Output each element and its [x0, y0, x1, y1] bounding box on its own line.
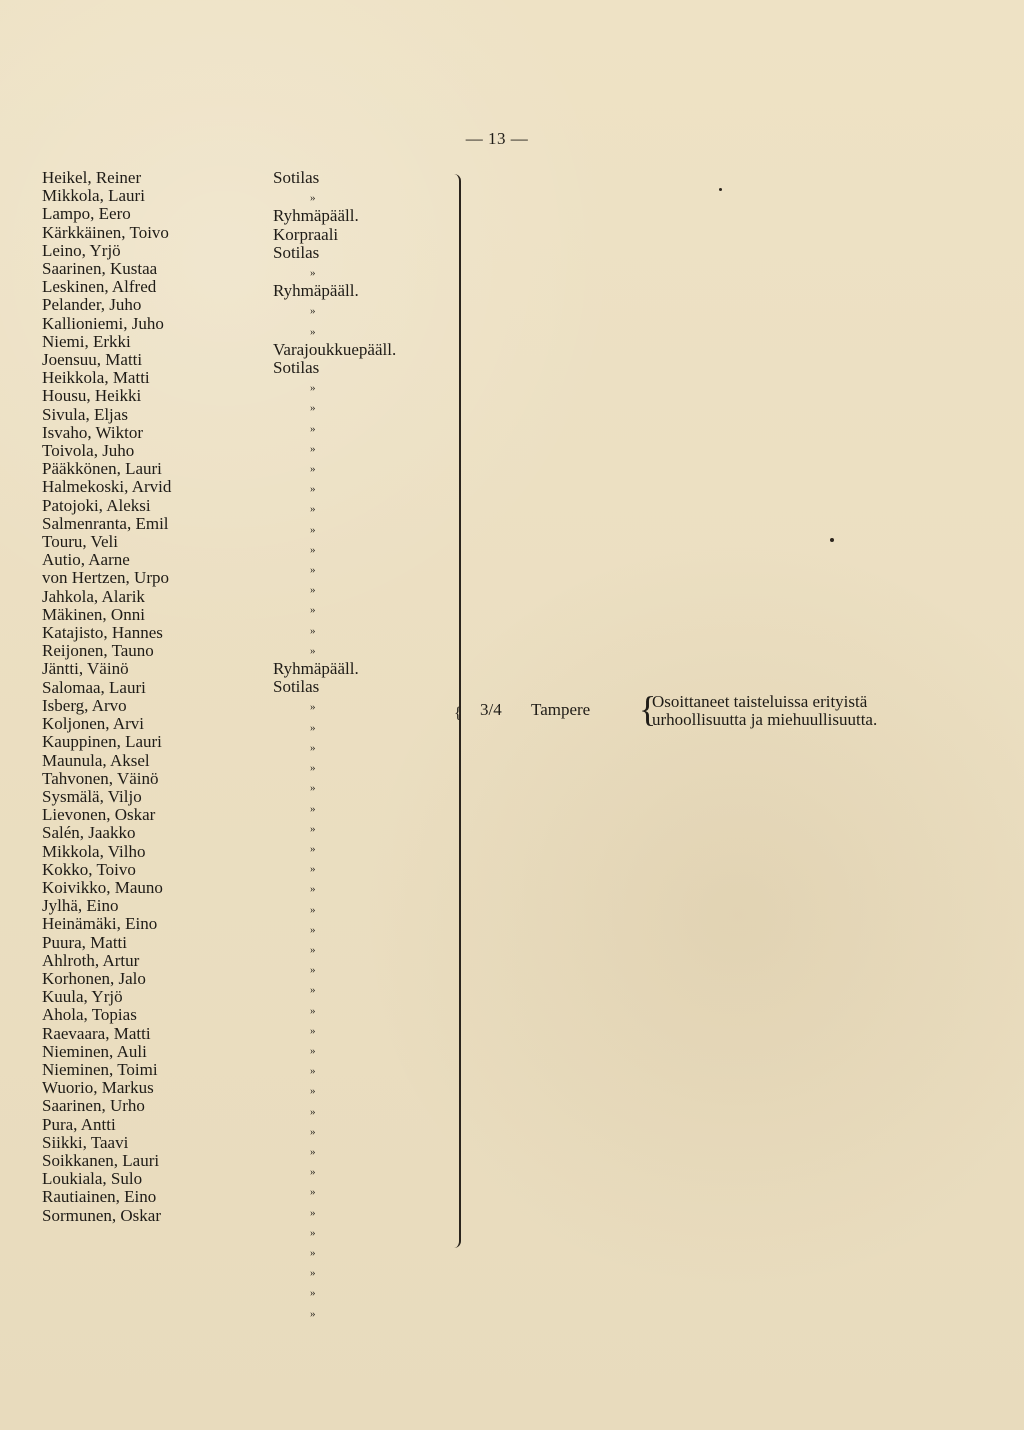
ditto-mark: »: [310, 422, 316, 435]
person-rank: [273, 539, 443, 559]
person-rank: [273, 1000, 443, 1020]
ditto-mark: »: [310, 1085, 316, 1098]
ditto-mark: »: [310, 402, 316, 415]
person-rank: [273, 1202, 443, 1222]
person-rank: Sotilas: [273, 242, 320, 262]
person-name: Nieminen, Auli: [42, 1041, 147, 1061]
ditto-mark: »: [310, 644, 316, 657]
person-name: Kallioniemi, Juho: [42, 313, 164, 333]
ditto-mark: »: [310, 1267, 316, 1280]
person-rank: [273, 640, 443, 660]
person-name: Koljonen, Arvi: [42, 714, 144, 734]
ditto-mark: »: [310, 325, 316, 338]
person-name: Sivula, Eljas: [42, 404, 128, 424]
person-rank: [273, 1181, 443, 1201]
ditto-mark: »: [310, 463, 316, 476]
ditto-mark: »: [310, 1226, 316, 1239]
reason-line-2: urhoollisuutta ja miehuullisuutta.: [652, 710, 878, 729]
person-name: Toivola, Juho: [42, 441, 135, 461]
person-rank: [273, 498, 443, 518]
ditto-mark: »: [310, 1065, 316, 1078]
person-name: Isvaho, Wiktor: [42, 422, 143, 442]
person-name: Saarinen, Urho: [42, 1096, 145, 1116]
ditto-mark: »: [310, 1125, 316, 1138]
ditto-mark: »: [310, 1246, 316, 1259]
person-name: Isberg, Arvo: [42, 695, 127, 715]
person-name: Heikkola, Matti: [42, 368, 150, 388]
person-rank: [273, 397, 443, 417]
person-name: Koivikko, Mauno: [42, 877, 163, 897]
person-rank: [273, 1080, 443, 1100]
reason-text: [652, 693, 932, 729]
ditto-mark: »: [310, 762, 316, 775]
person-rank: [273, 1242, 443, 1262]
person-rank: [273, 777, 443, 797]
ditto-mark: »: [310, 442, 316, 455]
person-name: Maunula, Aksel: [42, 750, 150, 770]
ditto-mark: »: [310, 624, 316, 637]
person-name: Mikkola, Lauri: [42, 186, 145, 206]
person-rank: [273, 959, 443, 979]
person-name: Soikkanen, Lauri: [42, 1150, 160, 1170]
person-name: Wuorio, Markus: [42, 1078, 154, 1098]
person-name: Pelander, Juho: [42, 295, 142, 315]
person-rank: [273, 1040, 443, 1060]
person-name: Raevaara, Matti: [42, 1023, 151, 1043]
person-rank: [273, 559, 443, 579]
person-rank: [273, 418, 443, 438]
ditto-mark: »: [310, 863, 316, 876]
person-rank: [273, 1121, 443, 1141]
person-name: Tahvonen, Väinö: [42, 768, 159, 788]
ditto-mark: »: [310, 822, 316, 835]
person-name: Pura, Antti: [42, 1114, 116, 1134]
person-name: Puura, Matti: [42, 932, 127, 952]
person-rank: Sotilas: [273, 168, 320, 187]
person-rank: Ryhmäpääll.: [273, 206, 359, 226]
ditto-mark: »: [310, 842, 316, 855]
person-name: Reijonen, Tauno: [42, 641, 154, 661]
person-rank: [273, 737, 443, 757]
person-name: Niemi, Erkki: [42, 331, 131, 351]
person-name: Patojoki, Aleksi: [42, 495, 151, 515]
ditto-mark: »: [310, 192, 316, 205]
ditto-mark: »: [310, 943, 316, 956]
person-name: Kokko, Toivo: [42, 859, 136, 879]
person-name: Ahola, Topias: [42, 1005, 137, 1025]
person-rank: [273, 458, 443, 478]
person-rank: [273, 187, 443, 207]
person-rank: [273, 717, 443, 737]
person-name: Salmenranta, Emil: [42, 513, 169, 533]
person-name: Housu, Heikki: [42, 386, 142, 406]
person-rank: [273, 1020, 443, 1040]
person-name: Jäntti, Väinö: [42, 659, 129, 679]
person-rank: [273, 579, 443, 599]
paper-speck: [719, 188, 722, 191]
person-name: Leskinen, Alfred: [42, 277, 157, 297]
person-rank: [273, 1141, 443, 1161]
ditto-mark: »: [310, 802, 316, 815]
ditto-mark: »: [310, 267, 316, 280]
bracket-tick: {: [454, 705, 462, 722]
person-name: Mäkinen, Onni: [42, 604, 145, 624]
person-name: Rautiainen, Eino: [42, 1187, 157, 1207]
ditto-mark: »: [310, 503, 316, 516]
person-name: Jylhä, Eino: [42, 896, 119, 916]
person-rank: [273, 919, 443, 939]
person-rank: [273, 321, 443, 341]
person-name: Katajisto, Hannes: [42, 623, 163, 643]
ditto-mark: »: [310, 1105, 316, 1118]
ditto-mark: »: [310, 1307, 316, 1320]
person-rank: [273, 696, 443, 716]
person-name: Salomaa, Lauri: [42, 677, 146, 697]
person-rank: [273, 899, 443, 919]
person-name: Kauppinen, Lauri: [42, 732, 162, 752]
ditto-mark: »: [310, 1287, 316, 1300]
rank-list: [273, 169, 443, 1323]
person-rank: [273, 838, 443, 858]
person-name: Sysmälä, Viljo: [42, 786, 142, 806]
person-rank: Sotilas: [273, 677, 320, 697]
page-number: — 13 —: [465, 129, 529, 148]
person-rank: [273, 878, 443, 898]
person-name: Lievonen, Oskar: [42, 805, 156, 825]
person-rank: [273, 757, 443, 777]
person-rank: [273, 300, 443, 320]
ditto-mark: »: [310, 1004, 316, 1017]
person-name: Korhonen, Jalo: [42, 968, 146, 988]
ditto-mark: »: [310, 523, 316, 536]
ditto-mark: »: [310, 923, 316, 936]
person-name: Nieminen, Toimi: [42, 1059, 158, 1079]
person-rank: [273, 1060, 443, 1080]
person-rank: [273, 1303, 443, 1323]
person-rank: [273, 599, 443, 619]
ditto-mark: »: [310, 1206, 316, 1219]
ditto-mark: »: [310, 1024, 316, 1037]
ditto-mark: »: [310, 483, 316, 496]
ditto-mark: »: [310, 305, 316, 318]
person-name: Kuula, Yrjö: [42, 987, 123, 1007]
person-rank: [273, 818, 443, 838]
person-name: Touru, Veli: [42, 532, 118, 552]
person-rank: [273, 478, 443, 498]
reason-line-1: Osoittaneet taisteluissa erityistä: [652, 692, 868, 711]
ditto-mark: »: [310, 543, 316, 556]
person-rank: [273, 939, 443, 959]
paper-speck: [830, 538, 834, 542]
person-name: Kärkkäinen, Toivo: [42, 222, 169, 242]
person-rank: [273, 620, 443, 640]
ditto-mark: »: [310, 984, 316, 997]
ditto-mark: »: [310, 741, 316, 754]
ditto-mark: »: [310, 382, 316, 395]
ditto-mark: »: [310, 782, 316, 795]
person-rank: [273, 1282, 443, 1302]
ditto-mark: »: [310, 964, 316, 977]
shared-date: 3/4: [480, 700, 502, 719]
person-rank: [273, 1262, 443, 1282]
ditto-mark: »: [310, 564, 316, 577]
reason-brace: {: [639, 689, 657, 729]
person-rank: [273, 858, 443, 878]
person-rank: Varajoukkuepääll.: [273, 339, 397, 359]
person-name: Mikkola, Vilho: [42, 841, 146, 861]
person-rank: Ryhmäpääll.: [273, 659, 359, 679]
person-name: Jahkola, Alarik: [42, 586, 145, 606]
person-rank: [273, 1161, 443, 1181]
ditto-mark: »: [310, 701, 316, 714]
person-rank: Korpraali: [273, 224, 339, 244]
person-rank: Sotilas: [273, 358, 320, 378]
ditto-mark: »: [310, 1166, 316, 1179]
person-rank: [273, 798, 443, 818]
person-rank: [273, 519, 443, 539]
person-rank: [273, 438, 443, 458]
person-rank: [273, 979, 443, 999]
ditto-mark: »: [310, 883, 316, 896]
person-name: Heinämäki, Eino: [42, 914, 158, 934]
person-rank: [273, 262, 443, 282]
person-rank: Ryhmäpääll.: [273, 281, 359, 301]
person-name: Joensuu, Matti: [42, 350, 143, 370]
person-name: Loukiala, Sulo: [42, 1169, 143, 1189]
person-name: Halmekoski, Arvid: [42, 477, 172, 497]
person-name: Leino, Yrjö: [42, 240, 121, 260]
ditto-mark: »: [310, 1044, 316, 1057]
person-name: Sormunen, Oskar: [42, 1205, 161, 1225]
ditto-mark: »: [310, 604, 316, 617]
person-name: Heikel, Reiner: [42, 168, 142, 187]
ditto-mark: »: [310, 1186, 316, 1199]
person-name: Saarinen, Kustaa: [42, 259, 158, 279]
person-rank: [273, 377, 443, 397]
shared-place: Tampere: [531, 700, 591, 719]
person-name: Lampo, Eero: [42, 204, 131, 224]
person-rank: [273, 1101, 443, 1121]
ditto-mark: »: [310, 721, 316, 734]
ditto-mark: »: [310, 584, 316, 597]
ditto-mark: »: [310, 903, 316, 916]
ditto-mark: »: [310, 1145, 316, 1158]
person-name: Siikki, Taavi: [42, 1132, 129, 1152]
person-name: Pääkkönen, Lauri: [42, 459, 162, 479]
person-name: Ahlroth, Artur: [42, 950, 140, 970]
person-name: von Hertzen, Urpo: [42, 568, 169, 588]
person-name: Autio, Aarne: [42, 550, 130, 570]
person-rank: [273, 1222, 443, 1242]
person-name: Salén, Jaakko: [42, 823, 136, 843]
name-list: [42, 169, 262, 1225]
